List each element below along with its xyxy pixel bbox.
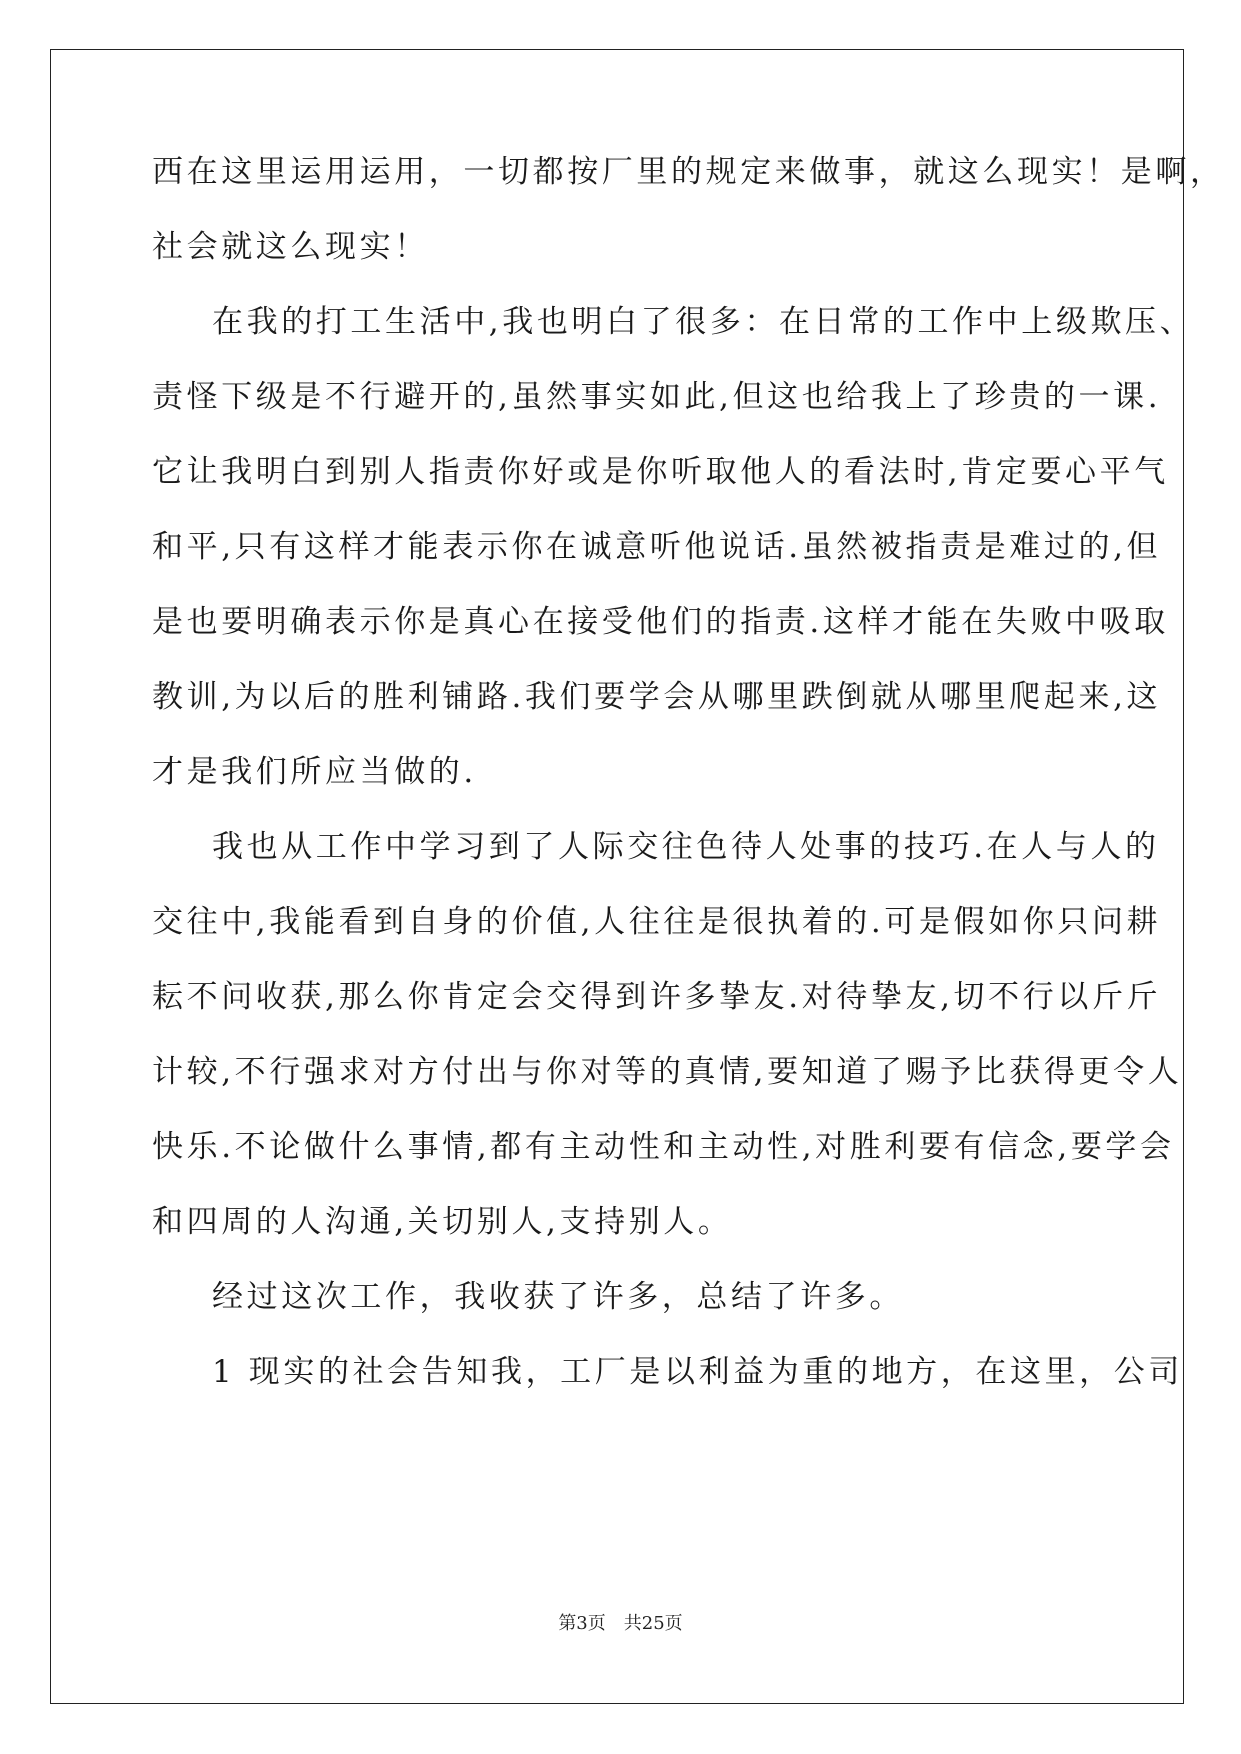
- text-line: 才是我们所应当做的.: [152, 754, 477, 790]
- text-line: 和四周的人沟通,关切别人,支持别人。: [152, 1204, 733, 1240]
- text-line: 和平,只有这样才能表示你在诚意听他说话.虽然被指责是难过的,但: [152, 529, 1162, 565]
- text-line: 它让我明白到别人指责你好或是你听取他人的看法时,肯定要心平气: [152, 454, 1169, 490]
- page-footer: [0, 1612, 1241, 1636]
- text-line: 教训,为以后的胜利铺路.我们要学会从哪里跌倒就从哪里爬起来,这: [152, 679, 1162, 715]
- paragraph-start-line: 经过这次工作，我收获了许多，总结了许多。: [212, 1279, 904, 1315]
- paragraph-start-line: 1 现实的社会告知我，工厂是以利益为重的地方，在这里，公司: [212, 1354, 1183, 1390]
- paragraph-start-line: 我也从工作中学习到了人际交往色待人处事的技巧.在人与人的: [212, 829, 1160, 865]
- text-line: 是也要明确表示你是真心在接受他们的指责.这样才能在失败中吸取: [152, 604, 1169, 640]
- text-line: 快乐.不论做什么事情,都有主动性和主动性,对胜利要有信念,要学会: [152, 1129, 1175, 1165]
- text-line: 责怪下级是不行避开的,虽然事实如此,但这也给我上了珍贵的一课.: [152, 379, 1162, 415]
- paragraph-start-line: 在我的打工生活中,我也明白了很多：在日常的工作中上级欺压、: [212, 304, 1195, 340]
- page-number: 第3页: [558, 1613, 606, 1634]
- text-line: 计较,不行强求对方付出与你对等的真情,要知道了赐予比获得更令人: [152, 1054, 1183, 1090]
- text-line: 社会就这么现实！: [152, 229, 429, 265]
- page-total: 共25页: [623, 1613, 683, 1634]
- text-line: 耘不问收获,那么你肯定会交得到许多挚友.对待挚友,切不行以斤斤: [152, 979, 1162, 1015]
- page-border: [50, 49, 1184, 1704]
- text-line: 交往中,我能看到自身的价值,人往往是很执着的.可是假如你只问耕: [152, 904, 1162, 940]
- text-line: 西在这里运用运用，一切都按厂里的规定来做事，就这么现实！是啊，: [152, 154, 1225, 190]
